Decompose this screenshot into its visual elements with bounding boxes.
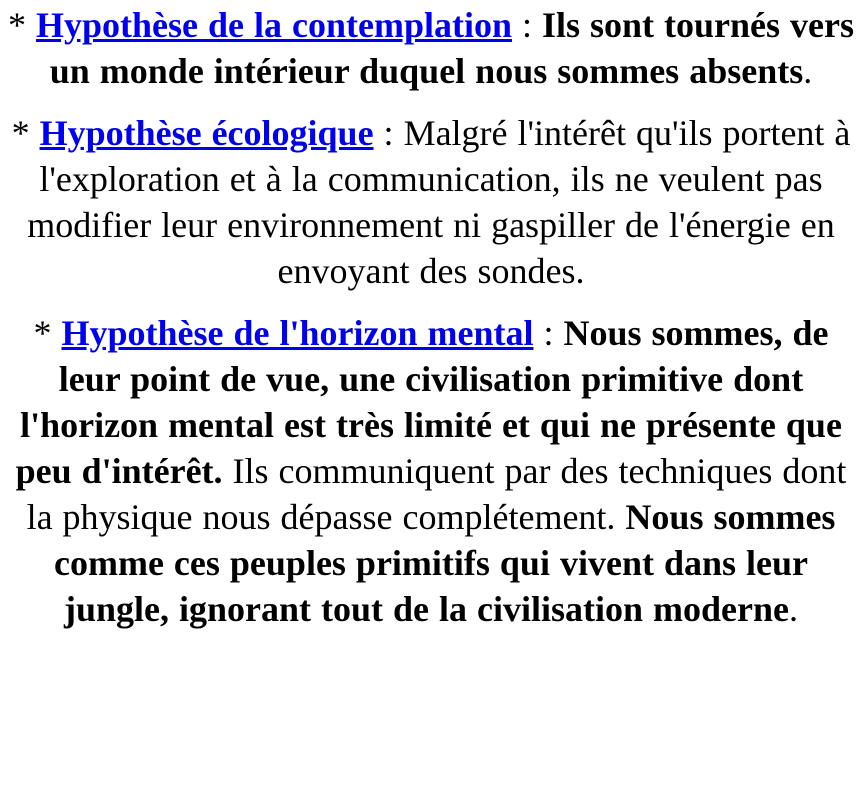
period: . — [789, 589, 798, 629]
bold-statement: Nous sommes, de leur point de vue, une civilisation primitive dont l'horizon mental est très limité et qui ne présente que peu d'intérêt. — [15, 313, 842, 491]
paragraph-contemplation — [6, 2, 856, 94]
body-text: Ils communiquent par des techniques dont la physique nous dépasse complétement. — [26, 451, 847, 537]
bullet-marker: * — [33, 313, 62, 353]
bold-statement: Ils sont tournés vers un monde intérieur duquel nous sommes absents — [49, 5, 855, 91]
body-text: Malgré l'intérêt qu'ils portent à l'exploration et à la communication, ils ne veulent pas modifier leur environnement ni gaspiller de l'énergie en envoyant des sondes. — [27, 113, 851, 291]
paragraph-ecologique — [6, 110, 856, 294]
paragraph-horizon-mental — [6, 310, 856, 632]
link-hypothese-contemplation[interactable]: Hypothèse de la contemplation — [35, 5, 512, 45]
separator: : — [533, 313, 564, 353]
bullet-marker: * — [11, 113, 40, 153]
bullet-marker: * — [7, 5, 36, 45]
separator: : — [511, 5, 542, 45]
period: . — [803, 51, 813, 91]
separator: : — [373, 113, 404, 153]
bold-statement-2: Nous sommes comme ces peuples primitifs qui vivent dans leur jungle, ignorant tout de la civilisation moderne — [54, 497, 836, 629]
link-hypothese-ecologique[interactable]: Hypothèse écologique — [39, 113, 374, 153]
link-hypothese-horizon-mental[interactable]: Hypothèse de l'horizon mental — [61, 313, 534, 353]
